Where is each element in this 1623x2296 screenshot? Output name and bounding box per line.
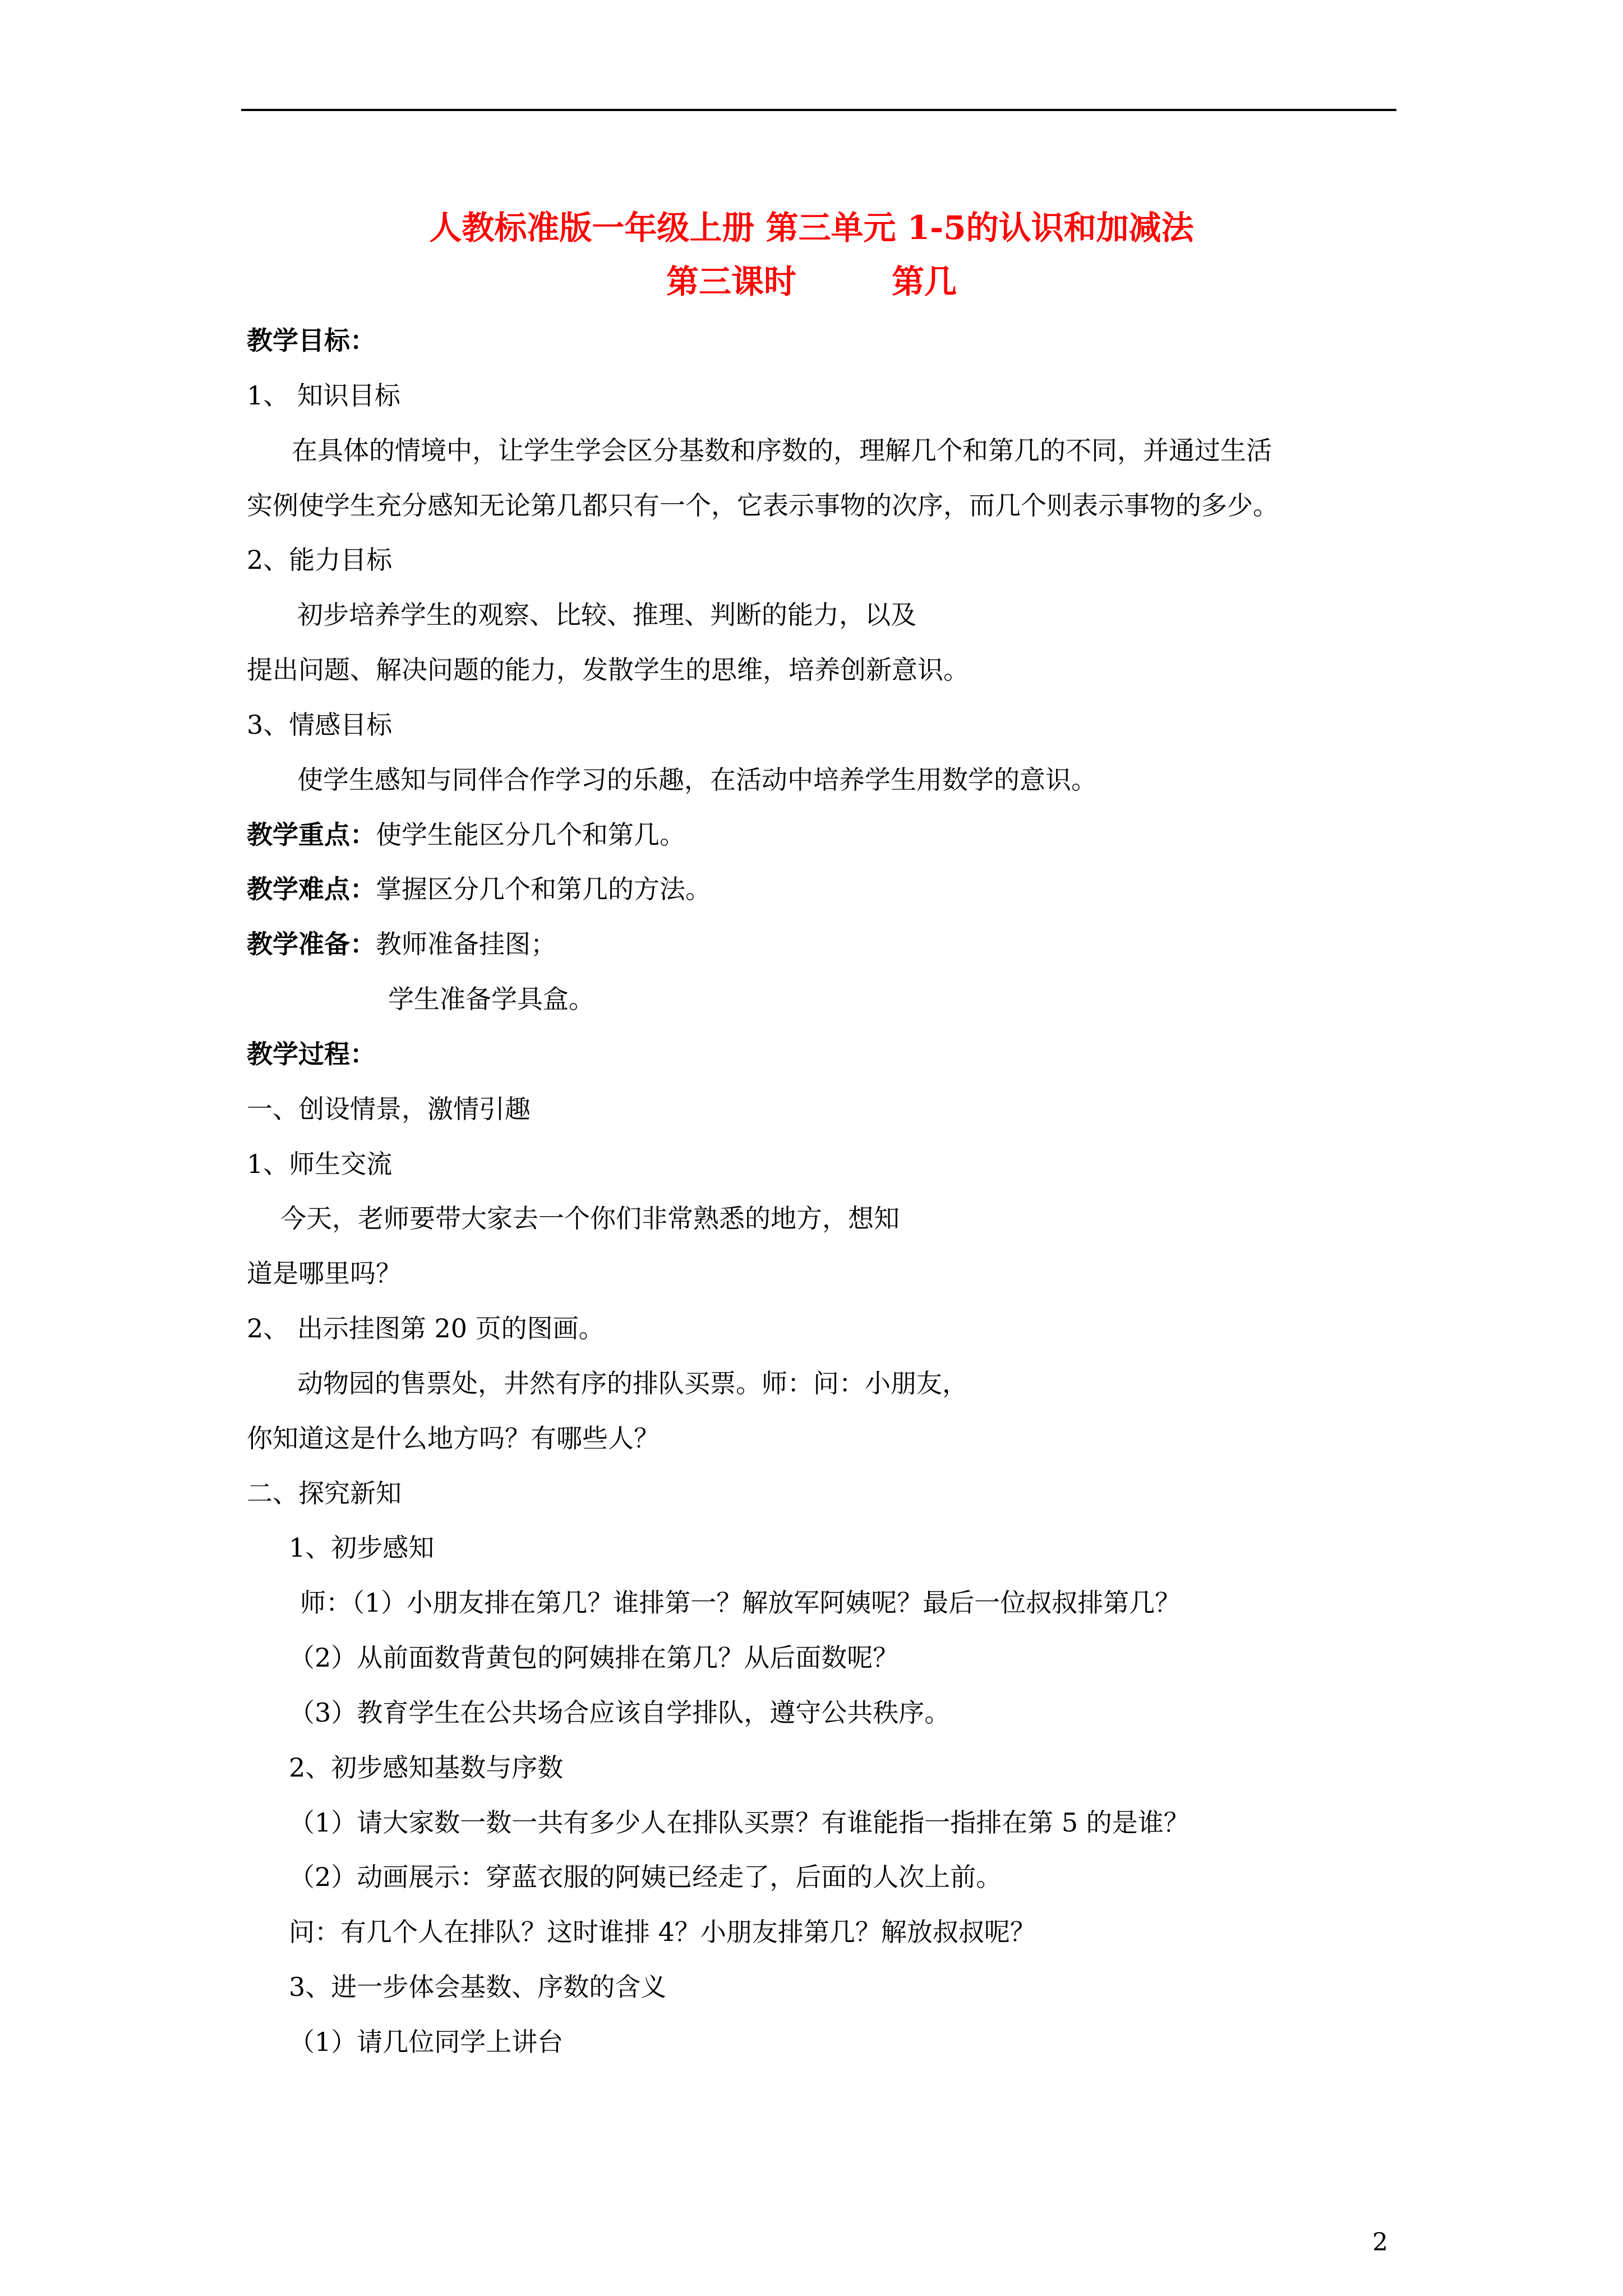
difficulty-label: 教学难点： xyxy=(247,874,376,904)
part1-title: 一、创设情景，激情引趣 xyxy=(247,1094,531,1124)
paragraph: 道是哪里吗？ xyxy=(247,1258,402,1289)
difficulty-row xyxy=(247,872,711,906)
focus-row xyxy=(247,818,685,852)
lesson-number: 第三课时 xyxy=(666,263,796,301)
paragraph: （2）从前面数背黄包的阿姨排在第几？从后面数呢？ xyxy=(289,1642,899,1673)
prep-text: 教师准备挂图； xyxy=(376,929,556,959)
ability-title: 2、能力目标 xyxy=(247,545,393,575)
paragraph: 问：有几个人在排队？这时谁排 4？小朋友排第几？解放叔叔呢？ xyxy=(289,1917,1036,1947)
paragraph: 2、 出示挂图第 20 页的图画。 xyxy=(247,1313,605,1343)
ability-text: 初步培养学生的观察、比较、推理、判断的能力，以及 xyxy=(297,600,916,630)
paragraph: （1）请大家数一数一共有多少人在排队买票？有谁能指一指排在第 5 的是谁？ xyxy=(289,1807,1189,1838)
prep-text-cont: 学生准备学具盒。 xyxy=(388,984,594,1014)
focus-text: 使学生能区分几个和第几。 xyxy=(376,820,685,850)
paragraph: 今天，老师要带大家去一个你们非常熟悉的地方，想知 xyxy=(280,1203,900,1234)
doc-title: 人教标准版一年级上册 第三单元 1-5的认识和加减法 xyxy=(429,209,1194,247)
objectives-heading: 教学目标： xyxy=(247,325,376,356)
knowledge-title: 1、 知识目标 xyxy=(247,380,400,411)
prep-label: 教学准备： xyxy=(247,929,376,959)
emotion-title: 3、情感目标 xyxy=(247,710,393,740)
paragraph: （3）教育学生在公共场合应该自学排队，遵守公共秩序。 xyxy=(289,1697,951,1728)
paragraph: 你知道这是什么地方吗？有哪些人？ xyxy=(247,1423,660,1453)
paragraph: 3、进一步体会基数、序数的含义 xyxy=(289,1972,667,2002)
prep-row xyxy=(247,927,556,961)
knowledge-text: 在具体的情境中，让学生学会区分基数和序数的，理解几个和第几的不同，并通过生活 xyxy=(292,435,1272,466)
difficulty-text: 掌握区分几个和第几的方法。 xyxy=(376,874,711,904)
part2-title: 二、探究新知 xyxy=(247,1478,402,1508)
doc-subtitle xyxy=(0,261,1623,302)
lesson-topic: 第几 xyxy=(892,263,957,301)
paragraph: 2、初步感知基数与序数 xyxy=(289,1752,564,1783)
focus-label: 教学重点： xyxy=(247,820,376,850)
paragraph: 1、师生交流 xyxy=(247,1149,393,1179)
header-rule xyxy=(241,109,1396,111)
emotion-text: 使学生感知与同伴合作学习的乐趣，在活动中培养学生用数学的意识。 xyxy=(297,765,1097,795)
paragraph: （2）动画展示：穿蓝衣服的阿姨已经走了，后面的人次上前。 xyxy=(289,1862,1002,1892)
process-heading: 教学过程： xyxy=(247,1039,376,1069)
paragraph: 师：（1）小朋友排在第几？谁排第一？解放军阿姨呢？最后一位叔叔排第几？ xyxy=(300,1588,1181,1618)
paragraph: 1、初步感知 xyxy=(289,1533,435,1563)
knowledge-text-cont: 实例使学生充分感知无论第几都只有一个，它表示事物的次序，而几个则表示事物的多少。 xyxy=(247,490,1279,521)
ability-text-cont: 提出问题、解决问题的能力，发散学生的思维，培养创新意识。 xyxy=(247,655,969,685)
paragraph: 动物园的售票处，井然有序的排队买票。师：问：小朋友， xyxy=(297,1368,968,1398)
page-number: 2 xyxy=(1372,2228,1388,2257)
paragraph: （1）请几位同学上讲台 xyxy=(289,2027,564,2057)
